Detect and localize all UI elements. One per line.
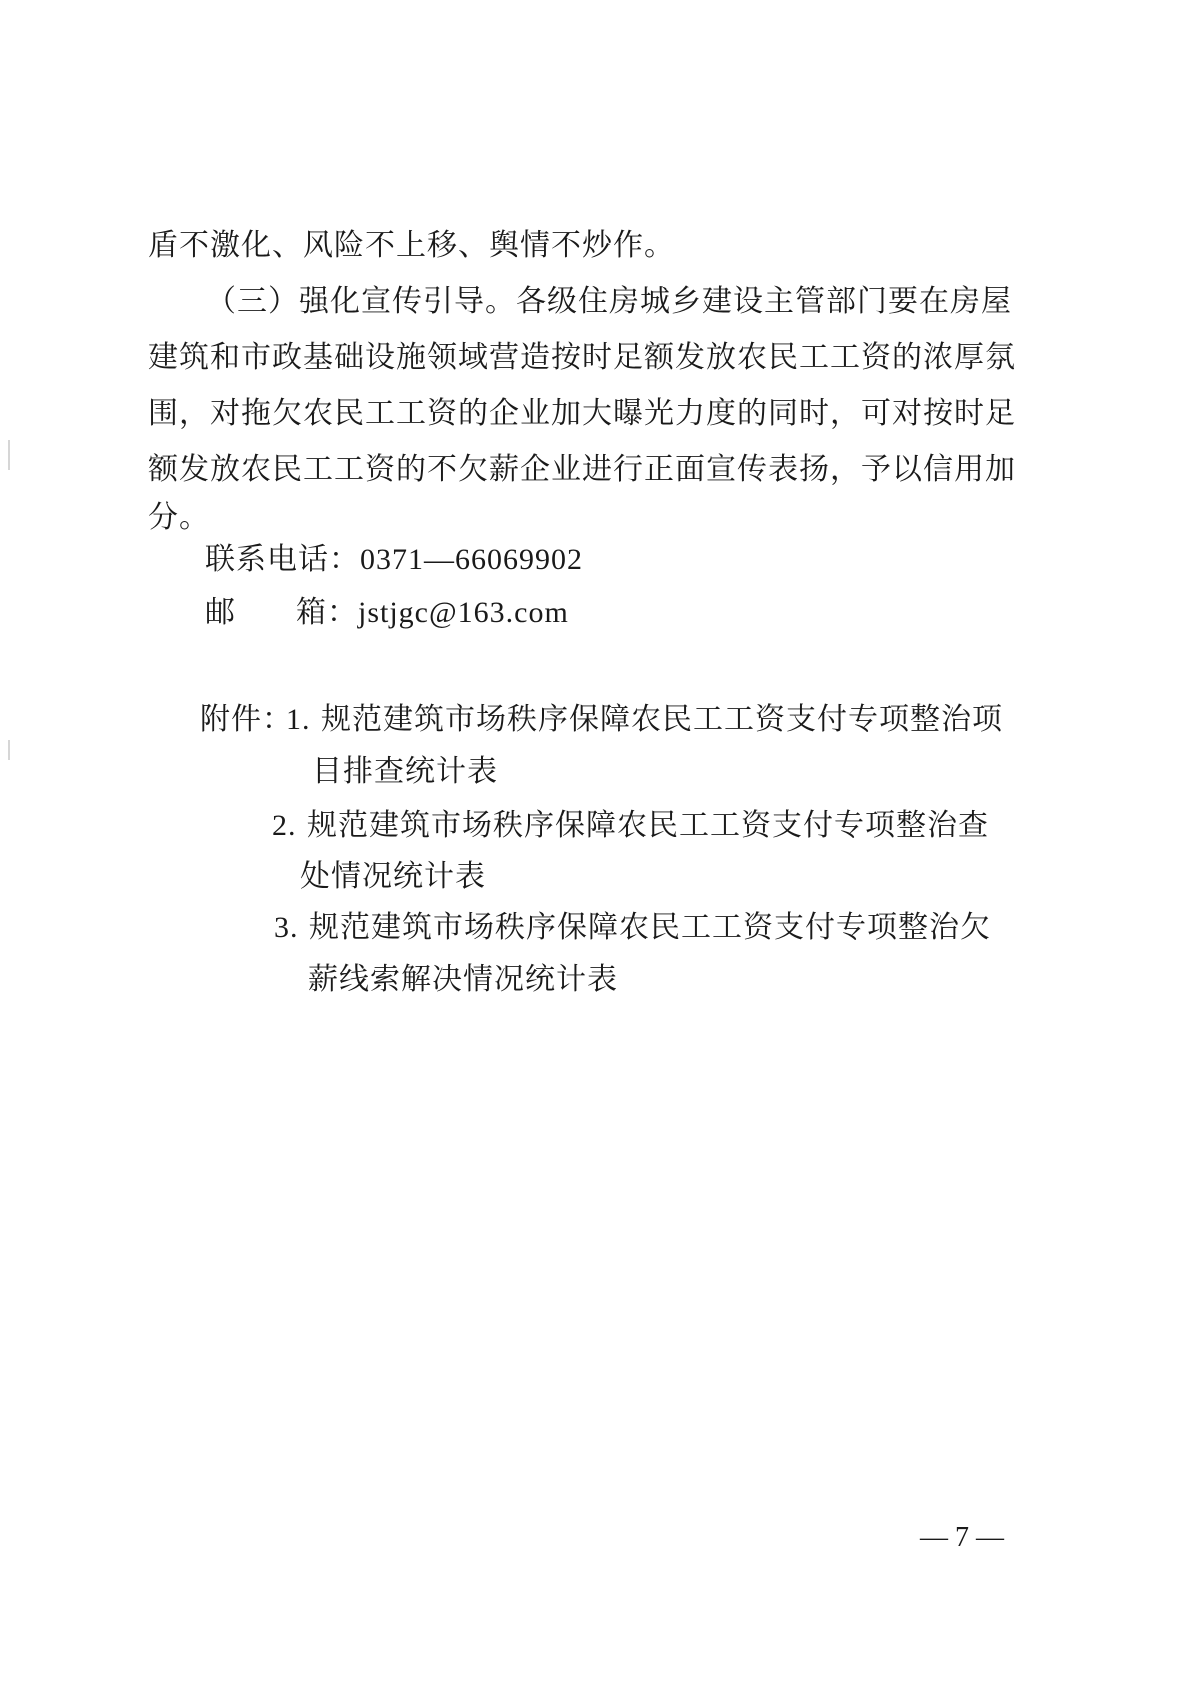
phone-label: 联系电话： xyxy=(205,542,360,577)
attachment-title: 规范建筑市场秩序保障农民工工资支付专项整治项 xyxy=(321,702,1004,737)
contact-phone xyxy=(205,540,583,580)
attachment-title: 规范建筑市场秩序保障农民工工资支付专项整治查 xyxy=(307,808,990,843)
email-label-first: 邮 xyxy=(205,595,236,630)
page-number: — 7 — xyxy=(920,1522,1004,1553)
phone-value: 0371—66069902 xyxy=(360,543,583,576)
contact-email xyxy=(205,593,569,633)
attachment-number: 1. xyxy=(286,703,311,736)
attachment-item-1 xyxy=(286,700,1003,740)
paragraph-propaganda-line xyxy=(148,282,1012,322)
scan-edge-mark xyxy=(8,740,10,760)
attachment-item-3-cont: 薪线索解决情况统计表 xyxy=(308,962,618,997)
attachment-number: 2. xyxy=(272,809,297,842)
attachment-number: 3. xyxy=(274,911,299,944)
attachment-item-2-cont: 处情况统计表 xyxy=(300,859,486,894)
attachment-item-3 xyxy=(274,908,991,948)
email-value: jstjgc@163.com xyxy=(358,596,569,629)
attachments-label: 附件： xyxy=(200,702,293,737)
scan-edge-mark xyxy=(8,440,10,470)
paragraph-propaganda-line: 建筑和市政基础设施领域营造按时足额发放农民工工资的浓厚氛 xyxy=(148,340,1016,375)
paragraph-continuation: 盾不激化、风险不上移、舆情不炒作。 xyxy=(148,228,675,263)
paragraph-propaganda-line: 分。 xyxy=(148,500,210,535)
paragraph-propaganda-line: 额发放农民工工资的不欠薪企业进行正面宣传表扬，予以信用加 xyxy=(148,452,1016,487)
attachment-item-2 xyxy=(272,806,989,846)
attachment-title: 规范建筑市场秩序保障农民工工资支付专项整治欠 xyxy=(309,910,992,945)
paragraph-text: （三）强化宣传引导。各级住房城乡建设主管部门要在房屋 xyxy=(206,284,1012,319)
attachment-item-1-cont: 目排查统计表 xyxy=(312,754,498,789)
paragraph-propaganda-line: 围，对拖欠农民工工资的企业加大曝光力度的同时，可对按时足 xyxy=(148,396,1016,431)
email-label-second: 箱： xyxy=(296,595,358,630)
